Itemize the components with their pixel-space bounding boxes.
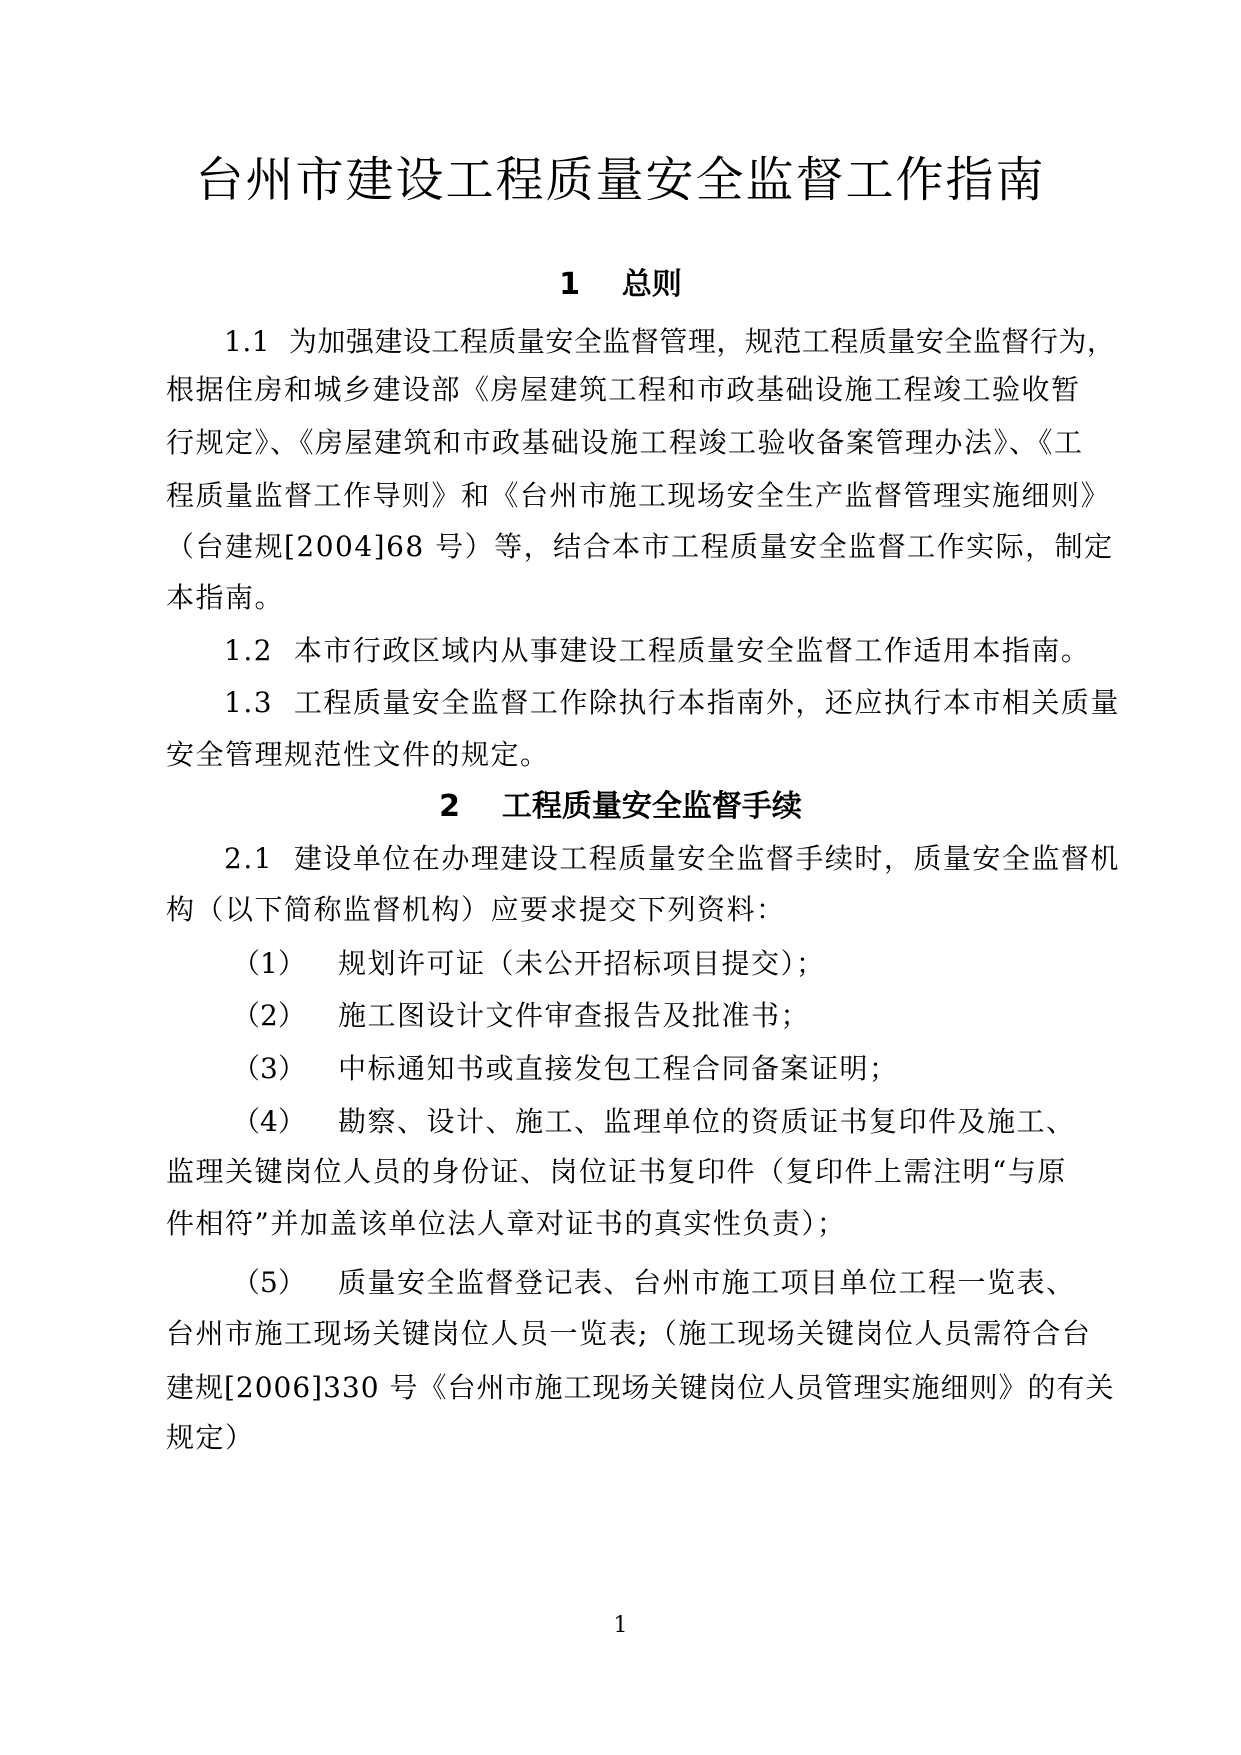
clause-line: 本指南。 bbox=[166, 581, 285, 614]
clause-line: 2.1 建设单位在办理建设工程质量安全监督手续时，质量安全监督机 bbox=[224, 842, 1120, 875]
clause-line: （台建规[2004]68 号）等，结合本市工程质量安全监督工作实际，制定 bbox=[166, 530, 1114, 563]
list-item-number: （3） bbox=[232, 1052, 306, 1085]
clause-line: 1.2 本市行政区域内从事建设工程质量安全监督工作适用本指南。 bbox=[224, 634, 1091, 667]
clause-line: 程质量监督工作导则》和《台州市施工现场安全生产监督管理实施细则》 bbox=[166, 479, 1111, 512]
section-heading-1: 1 总则 bbox=[559, 267, 682, 302]
list-item-text: 规划许可证（未公开招标项目提交）； bbox=[338, 947, 826, 980]
list-item-continuation: 台州市施工现场关键岗位人员一览表;（施工现场关键岗位人员需符合台 bbox=[166, 1317, 1092, 1350]
list-item-continuation: 建规[2006]330 号《台州市施工现场关键岗位人员管理实施细则》的有关 bbox=[166, 1371, 1115, 1404]
list-item-text: 勘察、设计、施工、监理单位的资质证书复印件及施工、 bbox=[338, 1105, 1076, 1138]
page-number: 1 bbox=[613, 1613, 628, 1638]
list-item-continuation: 规定） bbox=[166, 1421, 255, 1454]
list-item-text: 中标通知书或直接发包工程合同备案证明； bbox=[338, 1052, 899, 1085]
clause-line: 行规定》、《房屋建筑和市政基础设施工程竣工验收备案管理办法》、《工 bbox=[166, 426, 1084, 459]
list-item-number: （1） bbox=[232, 947, 306, 980]
list-item-number: （4） bbox=[232, 1105, 306, 1138]
list-item-number: （2） bbox=[232, 999, 306, 1032]
clause-line: 根据住房和城乡建设部《房屋建筑工程和市政基础设施工程竣工验收暂 bbox=[166, 373, 1081, 406]
clause-line: 1.1 为加强建设工程质量安全监督管理，规范工程质量安全监督行为， bbox=[224, 325, 1116, 358]
clause-line: 安全管理规范性文件的规定。 bbox=[166, 738, 550, 771]
clause-line: 1.3 工程质量安全监督工作除执行本指南外，还应执行本市相关质量 bbox=[224, 686, 1120, 719]
list-item-continuation: 监理关键岗位人员的身份证、岗位证书复印件（复印件上需注明“与原 bbox=[166, 1155, 1067, 1188]
list-item-continuation: 件相符”并加盖该单位法人章对证书的真实性负责）； bbox=[166, 1207, 847, 1240]
list-item-text: 施工图设计文件审查报告及批准书； bbox=[338, 999, 811, 1032]
document-title: 台州市建设工程质量安全监督工作指南 bbox=[195, 152, 1046, 208]
list-item-number: （5） bbox=[232, 1266, 306, 1299]
section-heading-2: 2 工程质量安全监督手续 bbox=[439, 789, 802, 824]
clause-line: 构（以下简称监督机构）应要求提交下列资料： bbox=[166, 893, 786, 926]
list-item-text: 质量安全监督登记表、台州市施工项目单位工程一览表、 bbox=[338, 1266, 1076, 1299]
